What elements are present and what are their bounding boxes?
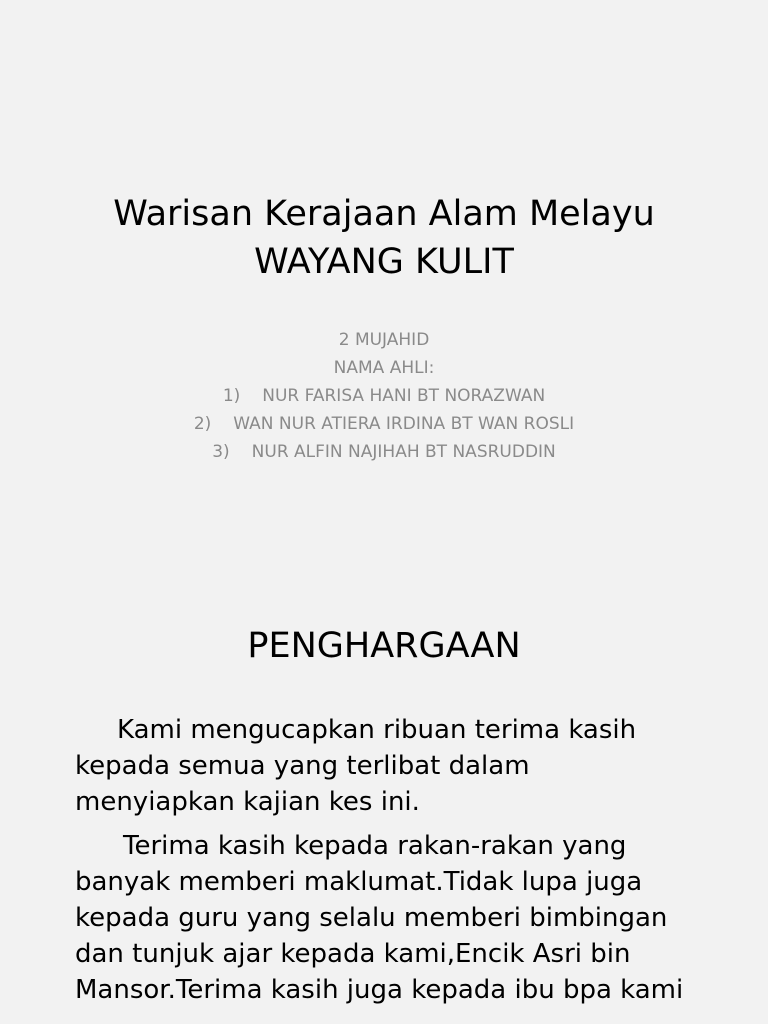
slide-title bbox=[0, 190, 768, 286]
title-line-1: Warisan Kerajaan Alam Melayu bbox=[113, 194, 655, 234]
member-name: NUR ALFIN NAJIHAH BT NASRUDDIN bbox=[251, 442, 556, 462]
member-item bbox=[0, 410, 768, 438]
paragraph-2 bbox=[75, 828, 755, 1008]
paragraph-1 bbox=[75, 712, 755, 820]
paragraph-line: kepada semua yang terlibat dalam bbox=[75, 751, 530, 781]
group-name: 2 MUJAHID bbox=[338, 330, 430, 350]
member-number: 2) bbox=[193, 414, 212, 434]
paragraph-line: banyak memberi maklumat.Tidak lupa juga bbox=[75, 867, 643, 897]
slide-subtitle bbox=[0, 326, 768, 466]
section-heading: PENGHARGAAN bbox=[247, 626, 521, 666]
member-number: 1) bbox=[222, 386, 241, 406]
title-line-2: WAYANG KULIT bbox=[254, 242, 514, 282]
paragraph-line: menyiapkan kajian kes ini. bbox=[75, 787, 420, 817]
acknowledgement-slide bbox=[0, 576, 768, 1024]
paragraph-line: Kami mengucapkan ribuan terima kasih bbox=[117, 715, 637, 745]
paragraph-line: kepada guru yang selalu memberi bimbingan bbox=[75, 903, 668, 933]
member-number: 3) bbox=[212, 442, 230, 462]
paragraph-line: Terima kasih kepada rakan-rakan yang bbox=[123, 831, 627, 861]
paragraph-line: Mansor.Terima kasih juga kepada ibu bpa kami bbox=[75, 975, 684, 1005]
member-name: WAN NUR ATIERA IRDINA BT WAN ROSLI bbox=[233, 414, 575, 434]
members-heading: NAMA AHLI: bbox=[333, 358, 435, 378]
member-item bbox=[0, 382, 768, 410]
member-item bbox=[0, 438, 768, 466]
paragraph-line: dan tunjuk ajar kepada kami,Encik Asri bin bbox=[75, 939, 631, 969]
acknowledgement-body bbox=[75, 712, 755, 1016]
member-name: NUR FARISA HANI BT NORAZWAN bbox=[262, 386, 546, 406]
